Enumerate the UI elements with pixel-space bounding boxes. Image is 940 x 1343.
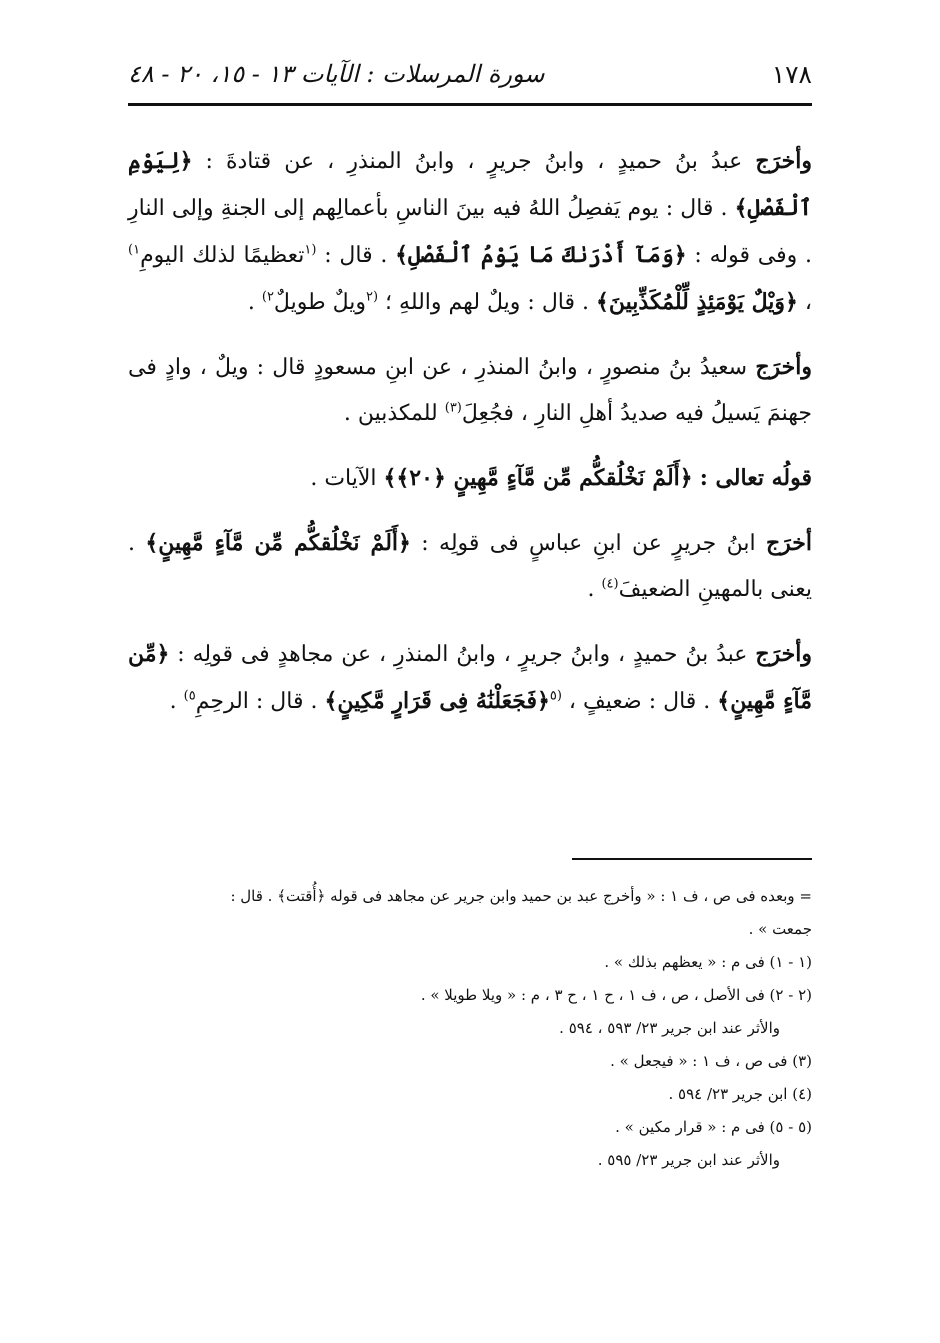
text-run: . bbox=[247, 290, 262, 315]
text-run: . قال : bbox=[316, 243, 396, 268]
paragraph-lead: وأخرَج bbox=[755, 354, 812, 380]
text-run: سعيدُ بنُ منصورٍ ، وابنُ المنذرِ ، عن ابنِ مسعودٍ قال : ويلٌ ، وادٍ فى جهنمَ يَسيلُ فيه صديدُ أهلِ النارِ ، فجُعِلَ bbox=[128, 355, 812, 426]
page-header bbox=[128, 52, 812, 96]
paragraph-lead: قولُه تعالى : bbox=[699, 465, 812, 491]
paragraph-4 bbox=[128, 520, 812, 613]
paragraph-2 bbox=[128, 344, 812, 437]
footnote-line: (٥ - ٥) فى م : « قرار مكين » . bbox=[615, 1118, 812, 1136]
quran-quote: ﴿مِّن مَّآءٍ مَّهِينٍ﴾ bbox=[128, 641, 812, 714]
footnote-ref: ٢) bbox=[261, 289, 274, 305]
text-run: عبدُ بنُ حميدٍ ، وابنُ جريرٍ ، وابنُ المنذرِ ، عن مجاهدٍ فى قولِه : bbox=[169, 642, 756, 667]
quran-quote: ﴿وَيْلٌ يَوْمَئِذٍ لِّلْمُكَذِّبِينَ﴾ bbox=[596, 289, 798, 315]
footnote-line: (٣) فى ص ، ف ١ : « فيجعل » . bbox=[610, 1052, 812, 1070]
text-run: عبدُ بنُ حميدٍ ، وابنُ جريرٍ ، وابنُ المنذرِ ، عن قتادةَ : bbox=[192, 149, 756, 174]
footnote-ref: (٢ bbox=[365, 289, 379, 305]
text-run: ويلٌ طويلٌ bbox=[273, 290, 366, 315]
text-run: . قال : يوم يَفصِلُ اللهُ فيه بينَ الناسِ بأعمالِهم إلى الجنةِ وإلى النارِ . وفى قوله : bbox=[128, 196, 812, 268]
text-run: ابنُ جريرٍ عن ابنِ عباسٍ فى قولِه : bbox=[410, 531, 766, 556]
footnote-ref: ٥) bbox=[183, 688, 196, 704]
footnote-line: والأثر عند ابن جرير ٢٣/ ٥٩٣ ، ٥٩٤ . bbox=[559, 1019, 780, 1037]
footnote-ref: (٣) bbox=[444, 400, 462, 416]
header-rule bbox=[128, 103, 812, 106]
paragraph-lead: وأخرَج bbox=[755, 148, 812, 174]
paragraph-3 bbox=[128, 455, 812, 502]
text-run: تعظيمًا لذلك اليومِ bbox=[140, 243, 305, 268]
quran-quote: ﴿لِيَوْمِ ٱلْفَصْلِ﴾ bbox=[128, 148, 812, 221]
quran-quote: ﴿فَجَعَلْنَٰهُ فِى قَرَارٍ مَّكِينٍ﴾ bbox=[324, 688, 550, 714]
paragraph-lead: أخرَج bbox=[765, 530, 813, 556]
footnote-line: جمعت » . bbox=[748, 920, 812, 938]
text-run: . يعنى بالمهينِ الضعيفَ bbox=[128, 531, 812, 602]
footnote-line: (٤) ابن جرير ٢٣/ ٥٩٤ . bbox=[668, 1085, 812, 1103]
footnotes bbox=[128, 880, 812, 1177]
footnote-line: والأثر عند ابن جرير ٢٣/ ٥٩٥ . bbox=[597, 1151, 780, 1169]
text-run: ، bbox=[797, 290, 812, 315]
text-run: للمكذبين . bbox=[343, 401, 445, 426]
text-run: الآيات . bbox=[310, 466, 384, 491]
footnote-ref: (١ bbox=[304, 242, 317, 258]
footnote-ref: (٥ bbox=[549, 688, 562, 704]
footnote-ref: ١) bbox=[128, 242, 141, 258]
text-run: . bbox=[587, 577, 602, 602]
text-run: . قال : الرحِمِ bbox=[195, 689, 325, 714]
footnote-line: = وبعده فى ص ، ف ١ : « وأخرج عبد بن حميد وابن جرير عن مجاهد فى قوله ﴿أُقتت﴾ . قال : bbox=[230, 887, 812, 905]
footnote-line: (٢ - ٢) فى الأصل ، ص ، ف ١ ، ح ١ ، ح ٣ ، م : « ويلا طويلا » . bbox=[420, 986, 812, 1004]
footnote-line: (١ - ١) فى م : « يعظهم بذلك » . bbox=[604, 953, 812, 971]
paragraph-1 bbox=[128, 138, 812, 326]
page-number: ١٧٨ bbox=[771, 59, 812, 89]
footnote-separator bbox=[572, 858, 812, 860]
footnote-ref: (٤) bbox=[601, 576, 619, 592]
text-run bbox=[693, 466, 700, 491]
text-run: . قال : ضعيفٍ ، bbox=[561, 689, 718, 714]
quran-quote: ﴿وَمَآ أَدْرَىٰكَ مَا يَوْمُ ٱلْفَصْلِ﴾ bbox=[395, 242, 687, 268]
paragraph-lead: وأخرَج bbox=[755, 641, 812, 667]
quran-quote: ﴿أَلَمْ نَخْلُقكُّم مِّن مَّآءٍ مَّهِينٍ ﴿٢٠﴾﴾ bbox=[383, 465, 693, 491]
running-title: سورة المرسلات : الآيات ١٣ - ١٥، ٢٠ - ٤٨ bbox=[128, 60, 545, 88]
text-run: . قال : ويلٌ لهم واللهِ ؛ bbox=[378, 290, 597, 315]
paragraph-5 bbox=[128, 631, 812, 725]
quran-quote: ﴿أَلَمْ نَخْلُقكُّم مِّن مَّآءٍ مَّهِينٍ﴾ bbox=[145, 530, 411, 556]
main-text bbox=[128, 138, 812, 743]
text-run: . bbox=[169, 689, 184, 714]
